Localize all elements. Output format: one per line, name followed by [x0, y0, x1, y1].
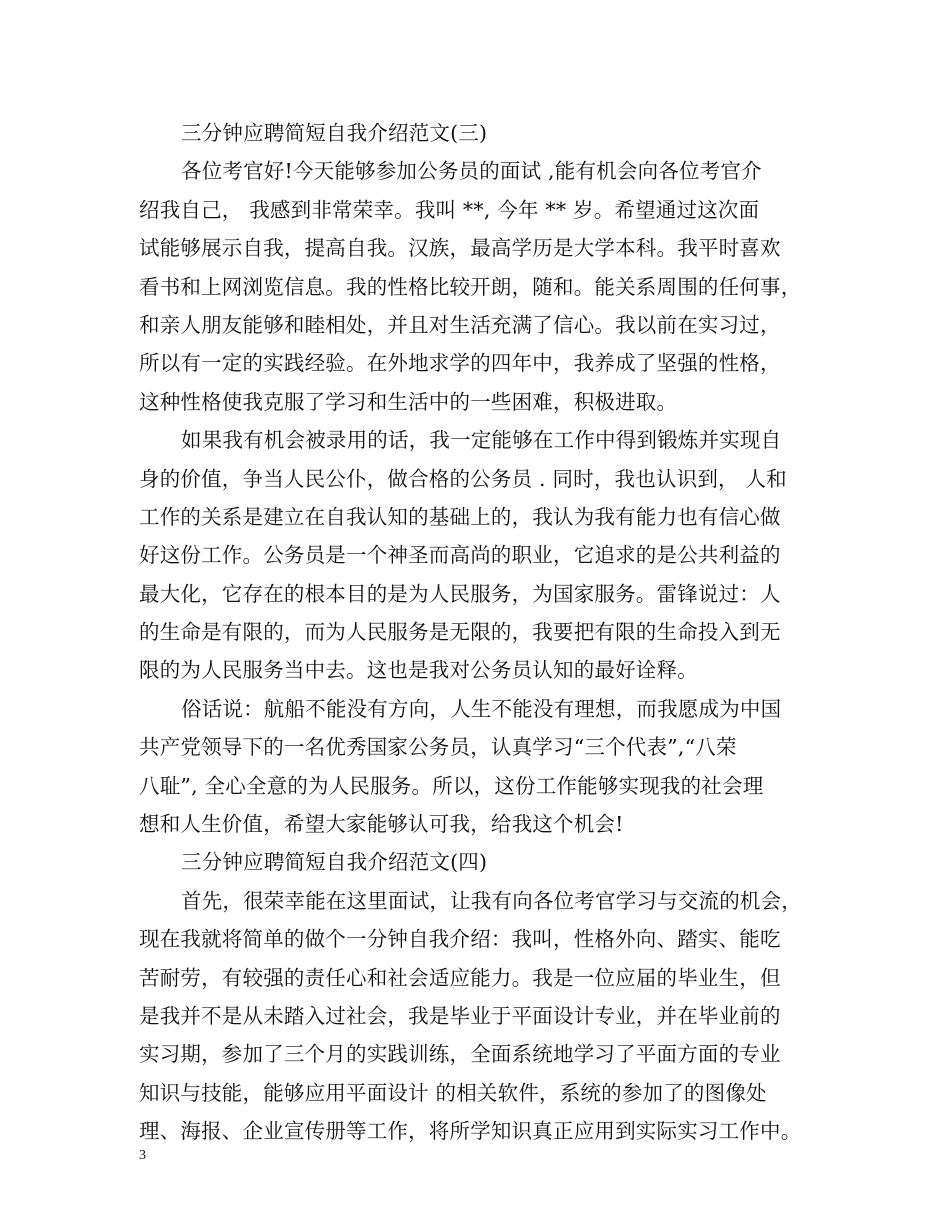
paragraph-line: 绍我自己， 我感到非常荣幸。我叫 **, 今年 ** 岁。希望通过这次面: [139, 197, 760, 222]
paragraph-line: 这种性格使我克服了学习和生活中的一些困难，积极进取。: [139, 389, 678, 414]
document-body: [139, 114, 819, 1151]
paragraph-line: 共产党领导下的一名优秀国家公务员，认真学习“三个代表”,“八荣: [139, 735, 737, 760]
paragraph-line: 各位考官好!今天能够参加公务员的面试 ,能有机会向各位考官介: [181, 159, 762, 184]
paragraph-line: 首先，很荣幸能在这里面试，让我有向各位考官学习与交流的机会，: [181, 888, 802, 913]
paragraph-line: 是我并不是从未踏入过社会，我是毕业于平面设计专业，并在毕业前的: [139, 1003, 781, 1028]
paragraph-line: 身的价值，争当人民公仆，做合格的公务员 . 同时，我也认识到， 人和: [139, 466, 787, 491]
section-heading: 三分钟应聘简短自我介绍范文(三): [181, 121, 488, 145]
paragraph-line: 和亲人朋友能够和睦相处，并且对生活充满了信心。我以前在实习过，: [139, 312, 781, 337]
paragraph-line: 知识与技能，能够应用平面设计 的相关软件，系统的参加了的图像处: [139, 1080, 767, 1105]
section-heading: 三分钟应聘简短自我介绍范文(四): [181, 850, 488, 875]
paragraph-line: 所以有一定的实践经验。在外地求学的四年中，我养成了坚强的性格，: [139, 351, 781, 376]
paragraph-line: 好这份工作。公务员是一个神圣而高尚的职业，它追求的是公共利益的: [139, 543, 781, 568]
paragraph-line: 理、海报、企业宣传册等工作，将所学知识真正应用到实际实习工作中。: [139, 1119, 802, 1144]
paragraph-line: 工作的关系是建立在自我认知的基础上的，我认为我有能力也有信心做: [139, 504, 781, 529]
paragraph-line: 如果我有机会被录用的话，我一定能够在工作中得到锻炼并实现自: [181, 428, 782, 453]
paragraph-line: 限的为人民服务当中去。这也是我对公务员认知的最好诠释。: [139, 658, 698, 683]
paragraph-line: 最大化，它存在的根本目的是为人民服务，为国家服务。雷锋说过：人: [139, 581, 781, 606]
paragraph-line: 想和人生价值，希望大家能够认可我，给我这个机会!: [139, 812, 624, 837]
paragraph-line: 现在我就将简单的做个一分钟自我介绍：我叫，性格外向、踏实、能吃: [139, 927, 781, 952]
paragraph-line: 的生命是有限的，而为人民服务是无限的，我要把有限的生命投入到无: [139, 620, 781, 645]
paragraph-line: 八耻”, 全心全意的为人民服务。所以，这份工作能够实现我的社会理: [139, 773, 764, 798]
paragraph-line: 苦耐劳，有较强的责任心和社会适应能力。我是一位应届的毕业生，但: [139, 965, 781, 990]
paragraph-line: 试能够展示自我，提高自我。汉族，最高学历是大学本科。我平时喜欢: [139, 236, 781, 261]
paragraph-line: 看书和上网浏览信息。我的性格比较开朗，随和。能关系周围的任何事，: [139, 274, 802, 299]
paragraph-line: 俗话说：航船不能没有方向，人生不能没有理想，而我愿成为中国: [181, 696, 782, 721]
paragraph-line: 实习期，参加了三个月的实践训练，全面系统地学习了平面方面的专业: [139, 1042, 781, 1067]
page-number: 3: [139, 1148, 146, 1163]
